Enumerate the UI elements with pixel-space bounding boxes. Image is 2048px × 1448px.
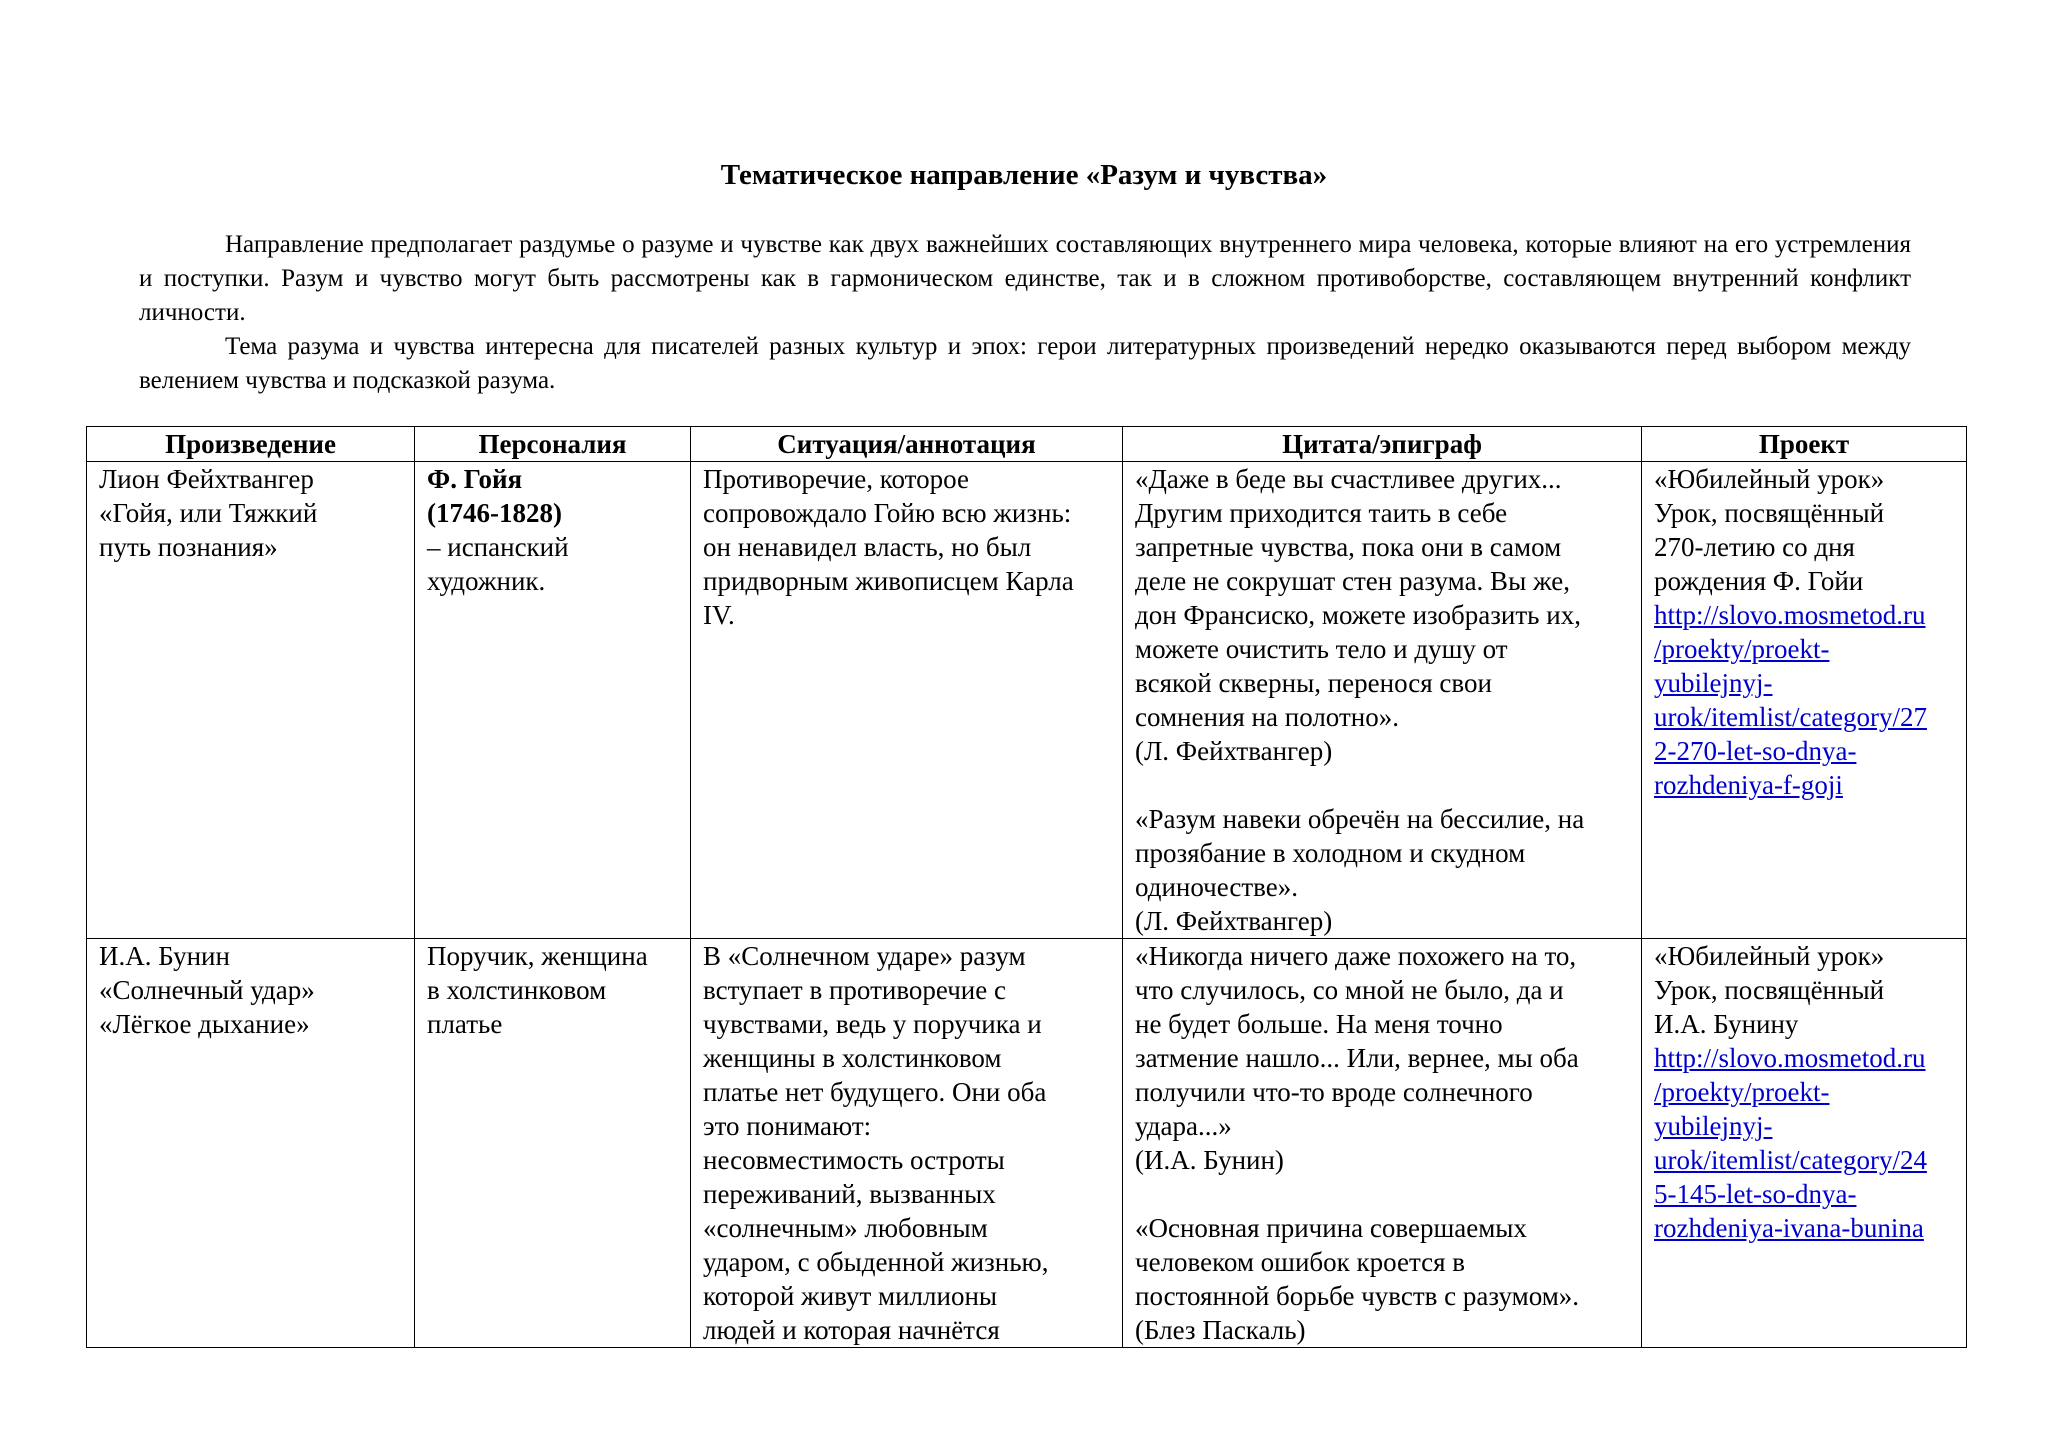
work-title-line: «Солнечный удар» [99, 975, 315, 1005]
project-cell [1642, 939, 1967, 1348]
quote-spacer [1135, 1177, 1629, 1211]
table-header-row [87, 427, 1967, 462]
header-work: Произведение [87, 427, 415, 462]
quote-line: (Л. Фейхтвангер) [1135, 906, 1333, 936]
project-link-line[interactable]: 5-145-let-so-dnya- [1654, 1179, 1857, 1209]
table-body [87, 462, 1967, 1348]
project-cell [1642, 462, 1967, 939]
situation-line: переживаний, вызванных [703, 1179, 996, 1209]
quote-line: Другим приходится таить в себе [1135, 498, 1508, 528]
themes-table [86, 426, 1967, 1348]
situation-line: это понимают: [703, 1111, 872, 1141]
situation-line: чувствами, ведь у поручика и [703, 1009, 1042, 1039]
situation-line: он ненавидел власть, но был [703, 532, 1032, 562]
project-link-line[interactable]: urok/itemlist/category/24 [1654, 1145, 1927, 1175]
quote-line: не будет больше. На меня точно [1135, 1009, 1503, 1039]
situation-line: IV. [703, 600, 735, 630]
quote-line: сомнения на полотно». [1135, 702, 1399, 732]
quote-line: «Основная причина совершаемых [1135, 1213, 1527, 1243]
quote-line: удара...» [1135, 1111, 1232, 1141]
intro-text [139, 228, 1911, 398]
quote-line: постоянной борьбе чувств с разумом». [1135, 1281, 1580, 1311]
quote-line: что случилось, со мной не было, да и [1135, 975, 1564, 1005]
situation-line: «солнечным» любовным [703, 1213, 988, 1243]
project-link-line[interactable]: rozhdeniya-f-goji [1654, 770, 1843, 800]
work-cell [87, 462, 415, 939]
table-row [87, 462, 1967, 939]
situation-line: Противоречие, которое [703, 464, 969, 494]
project-line: Урок, посвящённый [1654, 498, 1885, 528]
quote-line: одиночестве». [1135, 872, 1299, 902]
quote-line: получили что-то вроде солнечного [1135, 1077, 1533, 1107]
project-link[interactable] [1654, 1041, 1954, 1245]
project-line: «Юбилейный урок» [1654, 464, 1885, 494]
project-link-line[interactable]: yubilejnyj- [1654, 668, 1773, 698]
intro-paragraph-1: Направление предполагает раздумье о разуме и чувстве как двух важнейших составляющих внутреннего мира человека, которые влияют на его устремления и поступки. Разум и чувство могут быть рассмотрены как в гармоническом единстве, так и в сложном противоборстве, составляющем внутренний конфликт личности. [139, 231, 1911, 326]
situation-line: ударом, с обыденной жизнью, [703, 1247, 1049, 1277]
project-link-line[interactable]: /proekty/proekt- [1654, 634, 1830, 664]
person-name-line: Ф. Гойя [427, 464, 523, 494]
project-link-line[interactable]: yubilejnyj- [1654, 1111, 1773, 1141]
quote-line: можете очистить тело и душу от [1135, 634, 1508, 664]
person-cell [415, 462, 691, 939]
quote-line: «Разум навеки обречён на бессилие, на [1135, 804, 1585, 834]
header-situation: Ситуация/аннотация [691, 427, 1123, 462]
header-person: Персоналия [415, 427, 691, 462]
work-cell [87, 939, 415, 1348]
situation-cell [691, 462, 1123, 939]
project-link-line[interactable]: /proekty/proekt- [1654, 1077, 1830, 1107]
project-link-line[interactable]: http://slovo.mosmetod.ru [1654, 600, 1926, 630]
header-project: Проект [1642, 427, 1967, 462]
header-quote: Цитата/эпиграф [1123, 427, 1642, 462]
project-link-line[interactable]: http://slovo.mosmetod.ru [1654, 1043, 1926, 1073]
situation-cell [691, 939, 1123, 1348]
situation-line: женщины в холстинковом [703, 1043, 1002, 1073]
quote-cell [1123, 462, 1642, 939]
project-link-line[interactable]: 2-270-let-so-dnya- [1654, 736, 1857, 766]
situation-line: несовместимость остроты [703, 1145, 1005, 1175]
quote-line: (Блез Паскаль) [1135, 1315, 1306, 1345]
project-link-line[interactable]: urok/itemlist/category/27 [1654, 702, 1927, 732]
project-line: «Юбилейный урок» [1654, 941, 1885, 971]
situation-line: придворным живописцем Карла [703, 566, 1074, 596]
project-line: рождения Ф. Гойи [1654, 566, 1864, 596]
project-line: 270-летию со дня [1654, 532, 1855, 562]
work-title-line: «Гойя, или Тяжкий [99, 498, 318, 528]
project-link[interactable] [1654, 598, 1954, 802]
situation-line: вступает в противоречие с [703, 975, 1006, 1005]
project-link-line[interactable]: rozhdeniya-ivana-bunina [1654, 1213, 1924, 1243]
table-row [87, 939, 1967, 1348]
intro-paragraph-2: Тема разума и чувства интересна для писателей разных культур и эпох: герои литературных произведений нередко оказываются перед выбором между велением чувства и подсказкой разума. [139, 333, 1911, 394]
situation-line: сопровождало Гойю всю жизнь: [703, 498, 1072, 528]
work-title-line: «Лёгкое дыхание» [99, 1009, 310, 1039]
quote-line: «Даже в беде вы счастливее других... [1135, 464, 1562, 494]
quote-line: всякой скверны, перенося свои [1135, 668, 1492, 698]
person-desc-line: в холстинковом [427, 975, 607, 1005]
quote-line: человеком ошибок кроется в [1135, 1247, 1465, 1277]
quote-cell [1123, 939, 1642, 1348]
situation-line: В «Солнечном ударе» разум [703, 941, 1026, 971]
quote-line: (И.А. Бунин) [1135, 1145, 1284, 1175]
quote-line: «Никогда ничего даже похожего на то, [1135, 941, 1577, 971]
quote-line: (Л. Фейхтвангер) [1135, 736, 1333, 766]
quote-line: прозябание в холодном и скудном [1135, 838, 1526, 868]
quote-line: дон Франсиско, можете изобразить их, [1135, 600, 1581, 630]
work-title-line: И.А. Бунин [99, 941, 230, 971]
project-line: И.А. Бунину [1654, 1009, 1799, 1039]
person-desc-line: платье [427, 1009, 503, 1039]
situation-line: платье нет будущего. Они оба [703, 1077, 1047, 1107]
quote-line: запретные чувства, пока они в самом [1135, 532, 1562, 562]
page-title: Тематическое направление «Разум и чувства» [720, 159, 1328, 191]
person-name-line: (1746-1828) [427, 498, 562, 528]
person-desc-line: – испанский [427, 532, 569, 562]
work-title-line: путь познания» [99, 532, 278, 562]
project-line: Урок, посвящённый [1654, 975, 1885, 1005]
situation-line: которой живут миллионы [703, 1281, 998, 1311]
person-desc-line: художник. [427, 566, 546, 596]
work-title-line: Лион Фейхтвангер [99, 464, 314, 494]
situation-line: людей и которая начнётся [703, 1315, 1000, 1345]
person-desc-line: Поручик, женщина [427, 941, 648, 971]
quote-line: деле не сокрушат стен разума. Вы же, [1135, 566, 1570, 596]
quote-spacer [1135, 768, 1629, 802]
quote-line: затмение нашло... Или, вернее, мы оба [1135, 1043, 1579, 1073]
person-cell [415, 939, 691, 1348]
